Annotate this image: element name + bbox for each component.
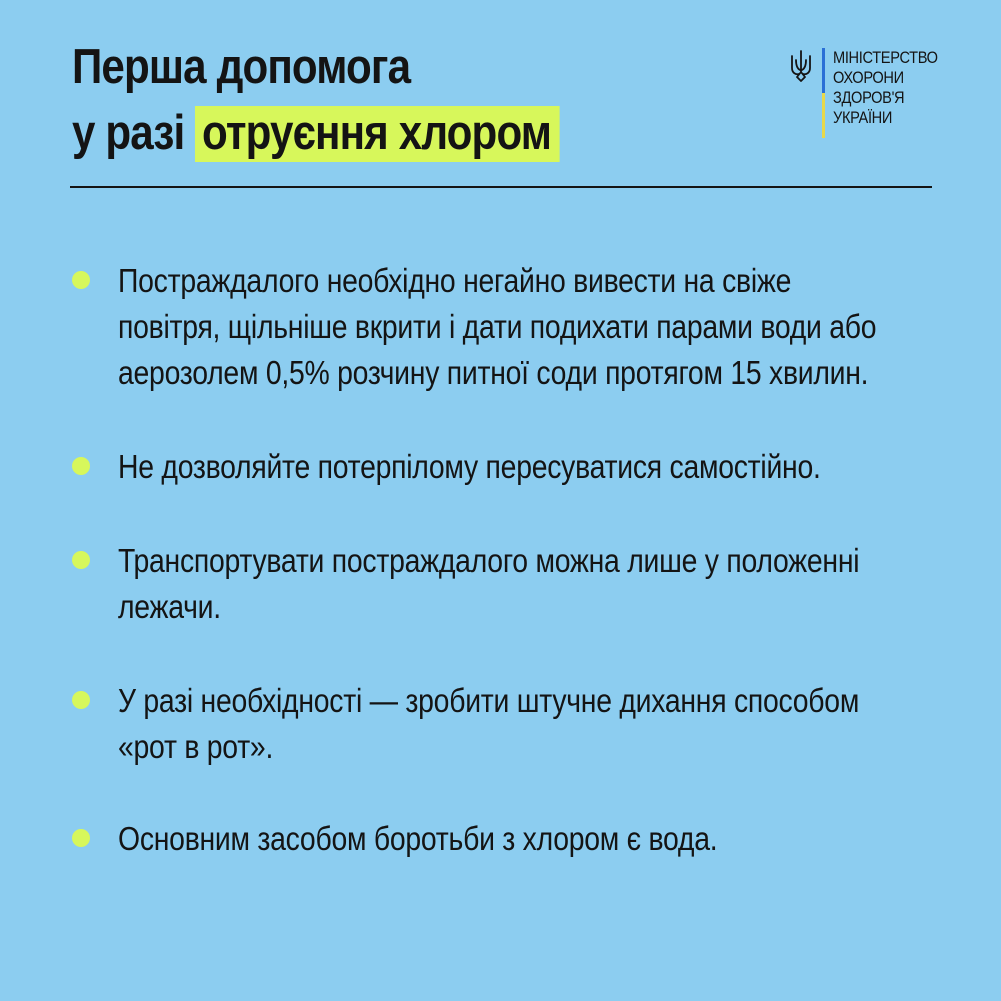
ministry-logo bbox=[790, 48, 955, 138]
title-line-2-prefix: у разі bbox=[72, 106, 196, 160]
list-item bbox=[72, 258, 952, 396]
ministry-line-3: ЗДОРОВ'Я bbox=[833, 88, 905, 107]
ministry-flag-bar bbox=[822, 48, 825, 138]
ministry-line-2: ОХОРОНИ bbox=[833, 68, 904, 87]
ministry-line-4: УКРАЇНИ bbox=[833, 108, 893, 127]
header-divider bbox=[70, 186, 932, 188]
bullet-dot bbox=[72, 271, 90, 289]
list-item-text: Не дозволяйте потерпілому пересуватися самостійно. bbox=[118, 448, 821, 485]
list-item-text: Транспортувати постраждалого можна лише у положенні лежачи. bbox=[118, 542, 860, 625]
list-item-text: У разі необхідності — зробити штучне дихання способом «рот в рот». bbox=[118, 682, 860, 765]
bullet-dot bbox=[72, 551, 90, 569]
bullet-dot bbox=[72, 829, 90, 847]
bullet-dot bbox=[72, 457, 90, 475]
list-item-text: Основним засобом боротьби з хлором є вода. bbox=[118, 820, 718, 857]
list-item bbox=[72, 538, 952, 630]
bullet-list bbox=[72, 258, 952, 862]
list-item-text: Постраждалого необхідно негайно вивести на свіже повітря, щільніше вкрити і дати подихати парами води або аерозолем 0,5% розчину питної соди протягом 15 хвилин. bbox=[118, 262, 877, 391]
trident-icon bbox=[790, 50, 812, 82]
ministry-line-1: МІНІСТЕРСТВО bbox=[833, 48, 938, 67]
list-item bbox=[72, 678, 952, 770]
title-line-1: Перша допомога bbox=[72, 40, 411, 94]
list-item bbox=[72, 444, 952, 490]
title-line-2 bbox=[72, 102, 560, 164]
ministry-name bbox=[833, 48, 938, 128]
bullet-dot bbox=[72, 691, 90, 709]
title-highlight: отруєння хлором bbox=[195, 106, 560, 162]
page-title bbox=[72, 36, 639, 164]
list-item bbox=[72, 816, 952, 862]
